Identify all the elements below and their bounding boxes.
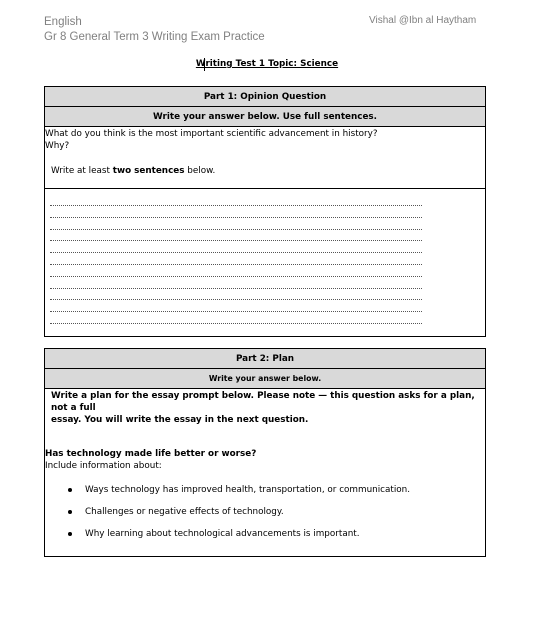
essay-question: Has technology made life better or worse? [45, 449, 257, 459]
answer-line [50, 252, 422, 253]
part1-instruction: Write your answer below. Use full sentences. [45, 107, 485, 127]
bullet-icon [68, 488, 72, 492]
prompt-post: below. [184, 166, 216, 176]
answer-line [50, 288, 422, 289]
part2-box [44, 348, 486, 557]
part2-heading: Part 2: Plan [45, 349, 485, 369]
answer-line [50, 240, 422, 241]
header-left [44, 15, 265, 45]
prompt-pre: Write at least [51, 166, 113, 176]
part2-note-line1: Write a plan for the essay prompt below. Please note — this question asks for a plan, not a full [51, 391, 475, 413]
answer-line [50, 276, 422, 277]
subject-label: English [44, 16, 82, 28]
bullet-list [45, 484, 485, 550]
bullet-text: Ways technology has improved health, transportation, or communication. [85, 485, 411, 495]
part2-instruction: Write your answer below. [45, 369, 485, 389]
part1-question-line1: What do you think is the most important scientific advancement in history? [45, 129, 378, 139]
answer-line [50, 299, 422, 300]
part2-note-line2: essay. You will write the essay in the next question. [51, 415, 309, 425]
bullet-text: Why learning about technological advancements is important. [85, 529, 360, 539]
part1-answer-area[interactable] [45, 189, 485, 334]
part1-question-cell [45, 127, 485, 189]
bullet-icon [68, 532, 72, 536]
answer-line [50, 264, 422, 265]
bullet-item [45, 484, 485, 506]
exam-title: Gr 8 General Term 3 Writing Exam Practice [44, 31, 265, 43]
part1-prompt [45, 165, 485, 177]
bullet-item [45, 506, 485, 528]
bullet-icon [68, 510, 72, 514]
answer-line [50, 323, 422, 324]
answer-line [50, 311, 422, 312]
page-title: Writing Test 1 Topic: Science [195, 59, 339, 69]
part1-question-line2: Why? [45, 141, 70, 151]
prompt-bold: two sentences [112, 166, 185, 176]
bullet-text: Challenges or negative effects of technology. [85, 507, 284, 517]
answer-line [50, 229, 422, 230]
answer-line [50, 217, 422, 218]
include-label: Include information about: [45, 461, 162, 471]
answer-line [50, 205, 422, 206]
bullet-item [45, 528, 485, 550]
part2-content[interactable] [45, 389, 485, 554]
author-label: Vishal @Ibn al Haytham [369, 15, 477, 26]
part1-heading: Part 1: Opinion Question [45, 87, 485, 107]
